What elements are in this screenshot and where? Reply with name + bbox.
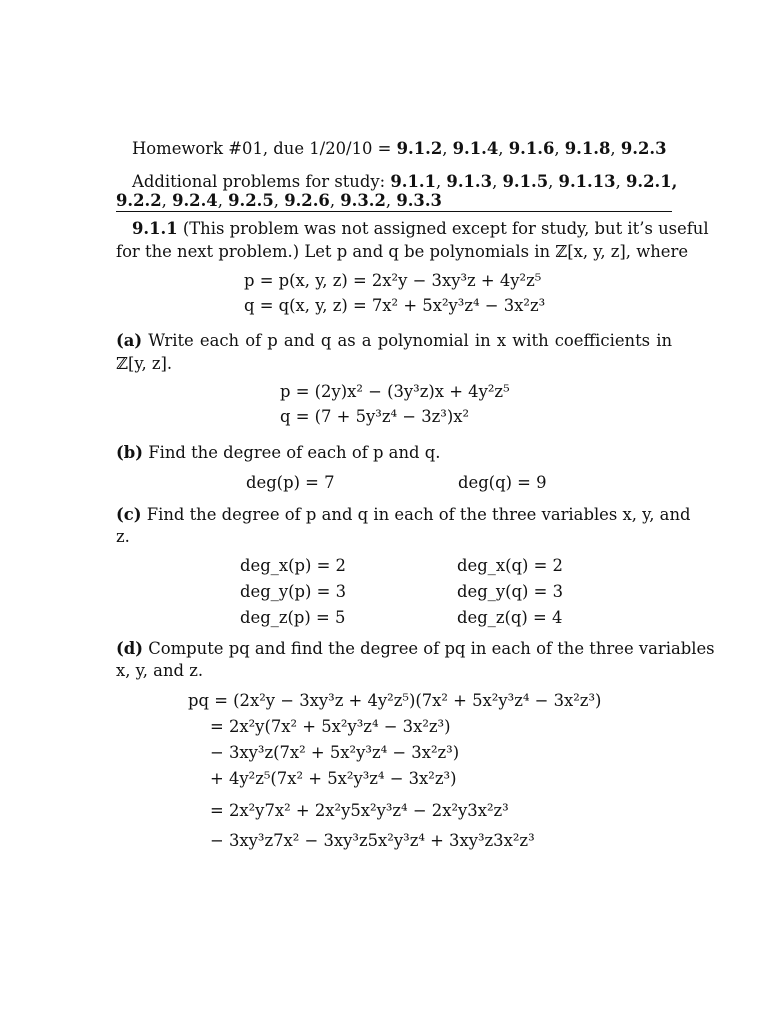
- additional-problem: 9.1.13: [558, 172, 616, 191]
- pq-step: − 3xy³z7x² − 3xy³z5x²y³z⁴ + 3xy³z3x²z³: [210, 831, 535, 850]
- deg-z-p: deg_z(p) = 5: [240, 608, 346, 627]
- part-c-line-2: z.: [116, 527, 130, 546]
- deg-y-p: deg_y(p) = 3: [240, 582, 347, 601]
- pq-step: = 2x²y7x² + 2x²y5x²y³z⁴ − 2x²y3x²z³: [210, 801, 509, 820]
- part-a-label: (a): [116, 331, 143, 350]
- additional-problem: 9.2.2: [116, 191, 162, 210]
- additional-problem: 9.2.4: [172, 191, 218, 210]
- homework-prefix: Homework #01, due 1/20/10 =: [132, 139, 397, 158]
- p-definition: p = p(x, y, z) = 2x²y − 3xy³z + 4y²z⁵: [244, 271, 542, 290]
- part-a-line-1: [116, 330, 672, 352]
- additional-prefix: Additional problems for study:: [132, 172, 391, 191]
- horizontal-rule: [116, 211, 672, 212]
- deg-x-p: deg_x(p) = 2: [240, 556, 346, 575]
- part-a-q-equation: q = (7 + 5y³z⁴ − 3z³)x²: [280, 407, 470, 426]
- additional-line-2: 9.2.2, 9.2.4, 9.2.5, 9.2.6, 9.3.2, 9.3.3: [116, 191, 442, 210]
- problem-number: 9.1.1: [132, 219, 178, 238]
- deg-y-q: deg_y(q) = 3: [457, 582, 564, 601]
- deg-z-q: deg_z(q) = 4: [457, 608, 563, 627]
- part-c-label: (c): [116, 505, 142, 524]
- additional-problem: 9.2.5: [228, 191, 274, 210]
- additional-line-1: Additional problems for study: 9.1.1, 9.1.3, 9.1.5, 9.1.13, 9.2.1,: [132, 172, 678, 191]
- problem-intro-line-1: [132, 218, 709, 240]
- homework-problem: 9.2.3: [620, 139, 667, 158]
- part-d-label: (d): [116, 639, 143, 658]
- part-a-p-equation: p = (2y)x² − (3y³z)x + 4y²z⁵: [280, 382, 510, 401]
- homework-problem: 9.1.2: [396, 139, 443, 158]
- problem-intro-line-2: for the next problem.) Let p and q be polynomials in ℤ[x, y, z], where: [116, 242, 689, 261]
- pq-step: pq = (2x²y − 3xy³z + 4y²z⁵)(7x² + 5x²y³z⁴ − 3x²z³): [188, 691, 602, 710]
- additional-problem: 9.2.1,: [626, 172, 678, 191]
- part-a-line-2: ℤ[y, z].: [116, 354, 173, 373]
- additional-problem: 9.1.3: [446, 172, 493, 191]
- part-a-text: Write each of p and q as a polynomial in x with coefficients in: [148, 331, 672, 350]
- pq-step: − 3xy³z(7x² + 5x²y³z⁴ − 3x²z³): [210, 743, 460, 762]
- part-b-text: Find the degree of each of p and q.: [148, 443, 441, 462]
- deg-x-q: deg_x(q) = 2: [457, 556, 563, 575]
- deg-q: deg(q) = 9: [458, 473, 547, 492]
- part-d-line-2: x, y, and z.: [116, 661, 204, 680]
- q-definition: q = q(x, y, z) = 7x² + 5x²y³z⁴ − 3x²z³: [244, 296, 546, 315]
- additional-problem: 9.3.3: [396, 191, 442, 210]
- part-c-line-1: [116, 504, 691, 526]
- additional-problem: 9.2.6: [284, 191, 330, 210]
- homework-line: Homework #01, due 1/20/10 = 9.1.2, 9.1.4, 9.1.6, 9.1.8, 9.2.3: [132, 139, 667, 158]
- part-b-label: (b): [116, 443, 143, 462]
- additional-problem: 9.1.5: [502, 172, 549, 191]
- part-d-text: Compute pq and find the degree of pq in each of the three variables: [148, 639, 715, 658]
- homework-problem: 9.1.8: [564, 139, 611, 158]
- deg-p: deg(p) = 7: [246, 473, 335, 492]
- part-d-line-1: [116, 638, 715, 660]
- problem-intro-text: (This problem was not assigned except for study, but it’s useful: [182, 219, 709, 238]
- part-b-line: [116, 442, 440, 464]
- additional-problem: 9.1.1: [390, 172, 436, 191]
- pq-step: + 4y²z⁵(7x² + 5x²y³z⁴ − 3x²z³): [210, 769, 457, 788]
- homework-problem: 9.1.6: [508, 139, 555, 158]
- pq-step: = 2x²y(7x² + 5x²y³z⁴ − 3x²z³): [210, 717, 451, 736]
- homework-problem: 9.1.4: [452, 139, 499, 158]
- additional-problem: 9.3.2: [340, 191, 386, 210]
- part-c-text: Find the degree of p and q in each of the three variables x, y, and: [146, 505, 691, 524]
- document-page: [116, 0, 715, 1024]
